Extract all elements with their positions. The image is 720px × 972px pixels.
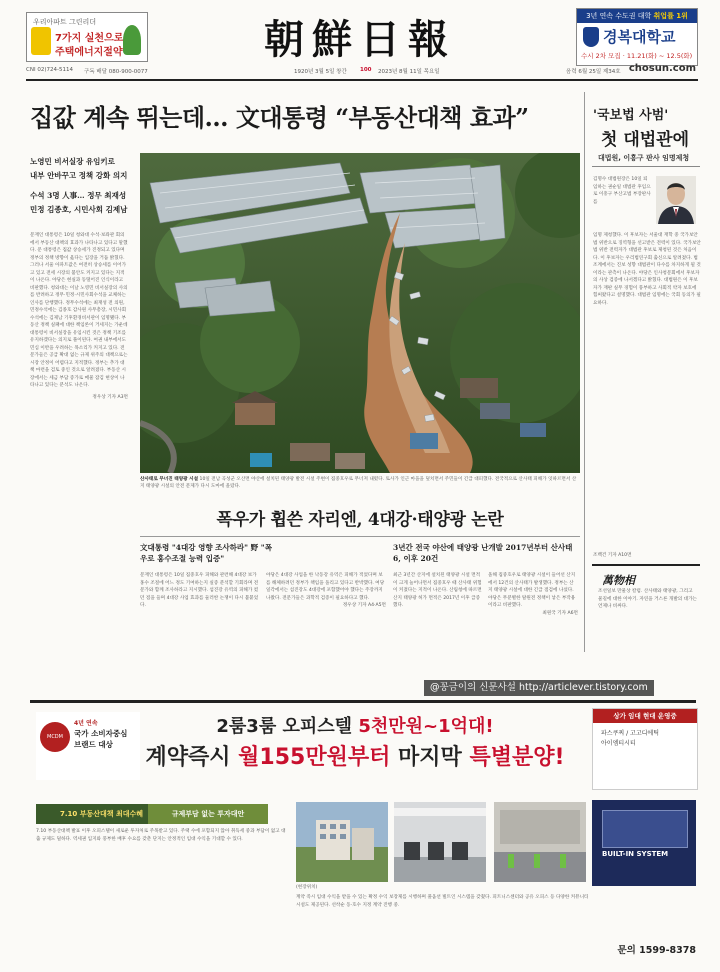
story-b-col2 bbox=[488, 572, 578, 676]
ad-side-box bbox=[592, 708, 698, 790]
story-b-col1 bbox=[393, 572, 483, 676]
site-link[interactable]: chosun.com bbox=[628, 63, 696, 74]
right-subhead: 대법원, 이흥구 판사 임명제청 bbox=[598, 154, 690, 162]
right-body-b bbox=[593, 232, 701, 552]
ad-side-row: 아이엠티시티 bbox=[601, 740, 636, 747]
ad-thumb-fitness bbox=[394, 802, 486, 882]
story-a-col2 bbox=[266, 572, 386, 676]
lead-headline[interactable]: 집값 계속 뛰는데… 文대통령 “부동산대책 효과” bbox=[30, 103, 529, 132]
column-divider bbox=[584, 92, 585, 652]
ad-body-text bbox=[36, 828, 286, 946]
info-lunar: 음력 6월 25일 제34호 bbox=[566, 69, 621, 75]
second-headline[interactable]: 폭우가 휩쓴 자리엔, 4대강·태양광 논란 bbox=[216, 510, 504, 530]
ad-box-title: BUILT-IN SYSTEM bbox=[602, 850, 669, 858]
ad-line2-plain1: 계약즉시 bbox=[145, 745, 231, 770]
masthead-ad-right[interactable] bbox=[576, 8, 698, 66]
ad-line2-plain2: 마지막 bbox=[398, 745, 462, 770]
ad-side-rows bbox=[601, 729, 659, 749]
ad-body: 7.10 부동산대책 발표 이후 오피스텔이 새로운 투자처로 주목받고 있다. 주택 수에 포함되지 않아 취득세 중과 부담이 없고 대출 규제도 덜하다. 역세권 입지와 풍부한 배후 수요를 갖춘 단지는 안정적인 임대 수익을 기대할 수 있다. bbox=[36, 829, 286, 842]
column-box[interactable] bbox=[592, 564, 700, 676]
ad-left-line3: 주택에너지절약 bbox=[55, 47, 123, 58]
badge-top: 4년 연속 bbox=[74, 720, 98, 727]
ad-band bbox=[36, 804, 268, 824]
ad-side-head: 상가 임대 현대 운영중 bbox=[593, 709, 697, 723]
info-date: 2023년 8월 11일 목요일 bbox=[378, 69, 440, 75]
exterior-image bbox=[296, 802, 388, 882]
badge-line1: 국가 소비자중심 bbox=[74, 729, 128, 738]
blog-watermark: @꽁금이의 신문사설 http://articlever.tistory.com bbox=[424, 680, 654, 696]
caption-title: 산사태로 무너진 태양광 시설 bbox=[140, 477, 199, 482]
ad-band-right: 규제부담 없는 투자대안 bbox=[148, 804, 268, 824]
ad-line1-plain: 2룸3룸 오피스텔 bbox=[216, 716, 353, 737]
story-a-byline: 정우상 기자 A4·A5면 bbox=[342, 603, 386, 608]
right-body-a bbox=[593, 176, 651, 228]
story-a-col1 bbox=[140, 572, 260, 676]
leaf-icon bbox=[123, 25, 141, 55]
ad-thumb-lounge bbox=[494, 802, 586, 882]
column-body bbox=[598, 588, 698, 672]
ad-body2: 계약 즉시 임대 수익을 받을 수 있는 확정 수익 보장제를 시행하며 풀옵션 빌트인 시스템을 갖췄다. 피트니스센터와 공유 오피스 등 다양한 커뮤니티 시설도 제공된다. 선착순 동·호수 지정 계약 진행 중. bbox=[296, 895, 589, 908]
ad-left-line1: 우리아파트 그린리더 bbox=[33, 18, 97, 26]
caption-text: 10일 전남 곡성군 오산면 야산에 설치된 태양광 발전 시설 주변이 집중호우로 무너져 내렸다. 토사가 인근 마을을 덮치면서 주민들이 긴급 대피했다. 전국적으로 산사태 피해가 잇따르면서 산지 태양광 시설의 안전 문제가 다시 도마에 올랐다. bbox=[140, 477, 577, 489]
info-subscribe: 구독 배달 080-900-0077 bbox=[84, 69, 148, 75]
award-logo-icon: MCDM bbox=[40, 722, 70, 752]
right-body-b-text: 임명 제청했다. 이 후보자는 서울대 재학 중 국가보안법 위반으로 징역형을 선고받은 전력이 있다. 국가보안법 위반 전력자가 대법관 후보로 제청된 것은 처음이다. 이 후보자는 우리법연구회 출신으로 알려졌다. 법조계에서는 진보 성향 대법관이 다수를 차지하게 될 것이라는 관측이 나온다. 야당은 인사청문회에서 후보자의 사상 검증에 나서겠다고 밝혔다. 대법원은 이 후보자가 재판 실무 경험이 풍부하고 사회적 약자 보호에 힘써왔다고 설명했다. 대법관 임명에는 국회 동의가 필요하다. bbox=[593, 233, 701, 306]
deck-line: 민정 김종호, 시민사회 김제남 bbox=[30, 205, 128, 214]
masthead-info-line bbox=[26, 64, 698, 78]
lounge-image bbox=[494, 802, 586, 882]
deck-line: 내부 안바꾸고 정책 강화 의지 bbox=[30, 171, 128, 180]
ad-builtin-box bbox=[592, 800, 696, 886]
ad-right-top-prefix: 3년 연속 수도권 대학 bbox=[586, 12, 652, 20]
story-a-col2-text: 야당은 4대강 사업을 한 낙동강 유역은 피해가 적었다며 보를 해체하려던 정부가 책임을 돌리고 있다고 반박했다. 여당 일각에서는 섬진강도 4대강에 포함했어야 했다는 주장까지 나왔다. 전문가들은 과학적 검증이 필요하다고 했다. bbox=[266, 573, 385, 601]
fitness-image bbox=[394, 802, 486, 882]
ad-logo-icon bbox=[31, 27, 51, 55]
story-a-col1-text: 문재인 대통령은 10일 집중호우 피해와 관련해 4대강 보가 홍수 조절에 어느 정도 기여하는지 실증 분석할 기회라며 전문가와 함께 조사하라고 지시했다. 섬진강 유역의 피해가 컸던 점을 들며 4대강 사업 효과를 둘러싼 논쟁이 다시 불붙었다. bbox=[140, 573, 259, 608]
ad-line1-red: 5천만원~1억대! bbox=[358, 716, 494, 737]
portrait-image bbox=[656, 176, 696, 224]
lead-body: 문재인 대통령은 10일 청와대 수석·보좌관 회의에서 부동산 대책의 효과가 나타나고 있다고 말했다. 문 대통령은 집값 상승세가 진정되고 있다며 정부의 정책 방향이 옳다는 입장을 거듭 밝혔다. 그러나 서울 아파트값은 여전히 상승세를 이어가고 있고 전세 시장의 불안도 커지고 있다는 지적이 나온다. 야당은 현실과 동떨어진 인식이라고 비판했다. 청와대는 이날 노영민 비서실장의 사의를 반려하고 정무·민정·시민사회수석을 교체하는 인사를 단행했다. 정무수석에는 최재성 전 의원, 민정수석에는 김종호 감사원 사무총장, 시민사회수석에는 김제남 기후환경비서관이 임명됐다. 부동산 정책 실패에 대한 책임론이 거세지는 가운데 대통령이 비서실장을 유임시킨 것은 정책 기조를 유지하겠다는 의지로 풀이된다. 여권 내부에서도 민심 이반을 우려하는 목소리가 커지고 있다. 전문가들은 공급 확대 없는 규제 위주의 대책으로는 시장 안정이 어렵다고 지적했다. 정부는 추가 대책 마련을 검토 중인 것으로 알려졌다. 부동산 시장에서는 세금 부담 증가로 매물 잠김 현상이 나타나고 있다는 분석도 나온다. bbox=[30, 233, 128, 388]
badge-line2: 브랜드 대상 bbox=[74, 740, 113, 749]
story-b-col2-text: 올해 집중호우로 태양광 시설이 들어선 산지에서 12건의 산사태가 발생했다. 정부는 산지 태양광 시설에 대한 긴급 점검에 나섰다. 야당은 무분별한 탈원전 정책이 낳은 부작용이라고 비판했다. bbox=[488, 573, 576, 608]
story-b-col1-text: 최근 3년간 산지에 설치된 태양광 시설 면적이 크게 늘어나면서 집중호우 때 산사태 위험이 커졌다는 지적이 나온다. 산림청에 따르면 산지 태양광 허가 면적은 2017년 이후 급증했다. bbox=[393, 573, 482, 608]
photo-caption bbox=[140, 476, 580, 492]
aerial-photo-illustration bbox=[140, 153, 580, 473]
builtin-kitchen-icon bbox=[602, 810, 688, 848]
ad-headline-2[interactable] bbox=[140, 740, 570, 771]
column-brand: 萬物相 bbox=[602, 574, 635, 587]
info-phone: CNI 02)724-5114 bbox=[26, 67, 73, 73]
story-a-headline[interactable]: 文대통령 "4대강 영향 조사하라" 野 "폭우로 홍수조절 능력 입증" bbox=[140, 543, 272, 563]
ad-award-badge bbox=[36, 712, 140, 780]
info-anniversary: 100 bbox=[360, 67, 372, 73]
ad-band-left: 7.10 부동산대책 최대수혜 bbox=[60, 810, 144, 818]
ad-left-line2: 7가지 실천으로 bbox=[55, 33, 124, 44]
right-body-a-text: 김명수 대법원장은 10일 퇴임하는 권순일 대법관 후임으로 이흥구 부산고법 부장판사를 bbox=[593, 177, 651, 205]
right-byline: 조백건 기자 A10면 bbox=[593, 553, 632, 558]
landslide-photo[interactable] bbox=[140, 153, 580, 473]
lead-deck bbox=[30, 156, 128, 218]
right-kicker[interactable]: '국보법 사범' bbox=[593, 108, 669, 123]
ad-right-bottom: 수시 2차 모집 · 11.21(화) ~ 12.5(화) bbox=[581, 52, 693, 60]
lead-byline: 정우상 기자 A3면 bbox=[92, 394, 128, 400]
university-emblem-icon bbox=[583, 27, 599, 47]
ad-right-top-highlight: 취업률 1위 bbox=[653, 12, 688, 20]
ad-right-name: 경복대학교 bbox=[603, 28, 676, 46]
lead-body-text bbox=[30, 232, 128, 644]
ad-right-top bbox=[577, 9, 697, 23]
thumb-caption: (현장위치) bbox=[296, 885, 318, 890]
ad-phone[interactable]: 문의 1599-8378 bbox=[617, 945, 696, 956]
right-divider bbox=[592, 166, 700, 167]
ad-body2-text bbox=[296, 894, 592, 960]
ad-line2-red2: 특별분양! bbox=[469, 745, 565, 770]
ad-thumb-exterior bbox=[296, 802, 388, 882]
story-b-byline: 최원국 기자 A6면 bbox=[542, 610, 578, 616]
ad-line2-red: 월155만원부터 bbox=[238, 745, 391, 770]
info-founded: 1920년 3월 5일 창간 bbox=[294, 69, 347, 75]
masthead-ad-left[interactable] bbox=[26, 12, 148, 62]
masthead-divider bbox=[26, 79, 698, 81]
column-body-text: 조선일보 만물상 칼럼. 산사태와 태양광, 그리고 물길에 대한 이야기. 자연을 거스른 개발의 대가는 언제나 비싸다. bbox=[598, 589, 697, 609]
deck-line: 노영민 비서실장 유임키로 bbox=[30, 157, 115, 166]
judge-portrait bbox=[656, 176, 696, 224]
right-headline[interactable]: 첫 대법관에 bbox=[601, 130, 690, 150]
second-divider bbox=[140, 536, 580, 537]
newspaper-title: 朝鮮日報 bbox=[264, 16, 456, 63]
story-b-headline[interactable]: 3년간 전국 야산에 태양광 난개발 2017년부터 산사태 6, 이후 20건 bbox=[393, 543, 573, 563]
ad-side-row: 파스쿠찌 / 고고디에틱 bbox=[601, 730, 660, 737]
ad-headline-1[interactable] bbox=[140, 712, 570, 738]
deck-line: 수석 3명 人事… 정무 최재성 bbox=[30, 191, 127, 200]
